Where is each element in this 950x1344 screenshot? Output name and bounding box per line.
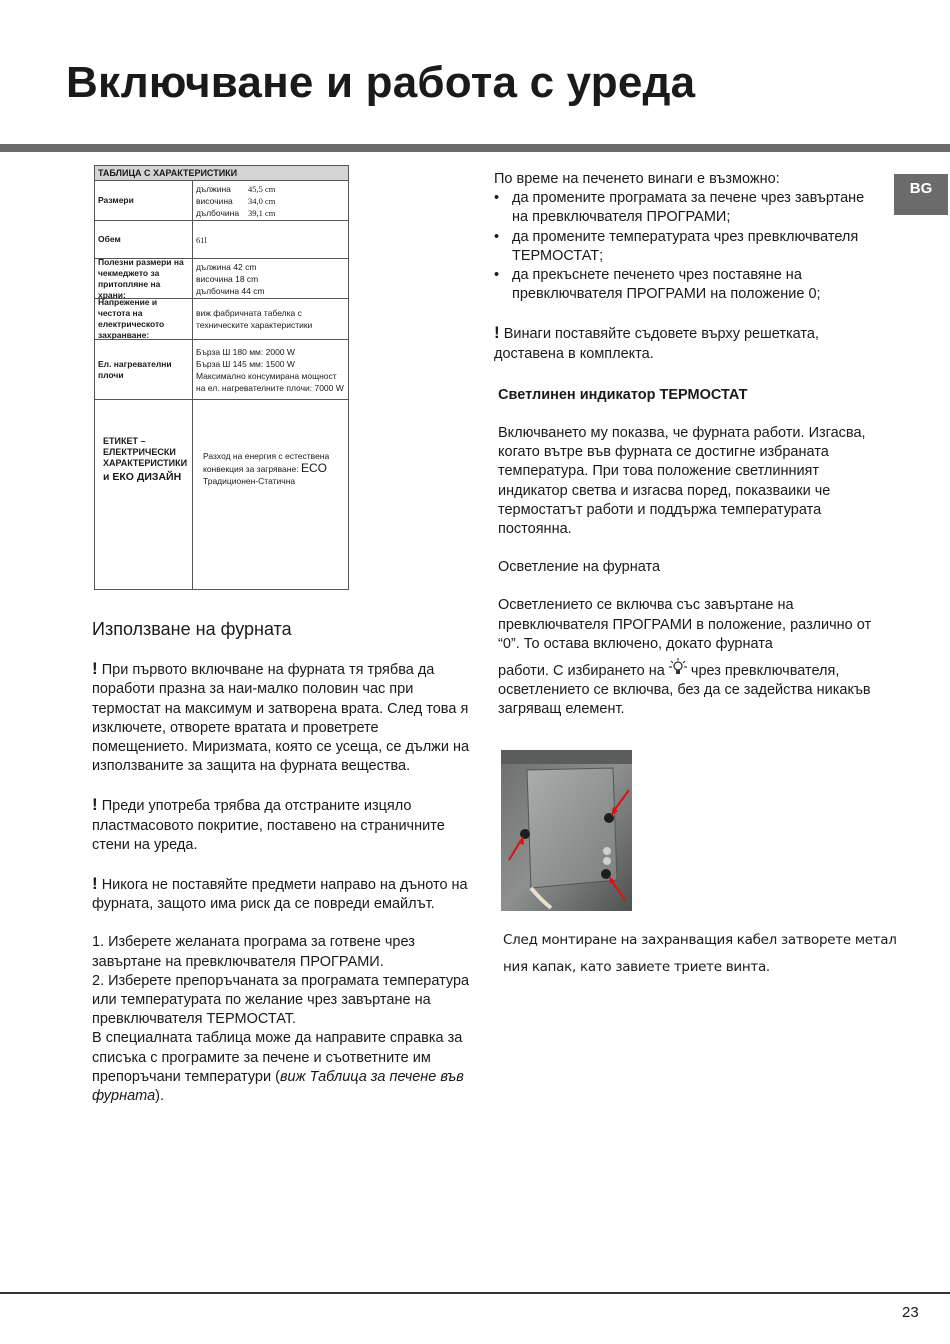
dim-name: дължина [196,183,231,194]
cover-plate-photo [501,750,632,911]
table-heading: ТАБЛИЦА С ХАРАКТЕРИСТИКИ [95,166,348,181]
intro-text: По време на печенето винаги е възможно: [494,171,780,187]
footer-rule [0,1292,950,1294]
row-value: Бърза Ш 180 мм: 2000 W [196,346,295,357]
dim-name: височина [196,195,233,206]
warning-icon: ! [92,659,98,679]
row-value: дължина 42 cm [196,261,257,272]
warning-icon: ! [494,323,500,343]
language-badge: BG [894,174,948,215]
row-value: височина 18 cm [196,273,259,284]
thermostat-heading: Светлинен индикатор ТЕРМОСТАТ [498,386,748,403]
row-value: виж фабричната табелка с [196,308,302,318]
row-value: Бърза Ш 145 мм: 1500 W [196,358,295,369]
thermostat-text: Включването му показва, че фурната работи. Изгасва, когато вътре във фурната се достигне избраната температура. При това положение светлинният индикатор светва и изгасва поред, показваики че термостатът работи и поддържа температурата постоянна. [498,425,866,538]
page-title: Включване и работа с уреда [66,58,696,107]
row-label: ЕТИКЕТ – ЕЛЕКТРИЧЕСКИ ХАРАКТЕРИСТИКИ и ЕКО ДИЗАЙН [95,400,193,590]
row-label: Обем [95,221,193,258]
section-heading: Използване на фурната [92,619,292,639]
light-heading: Осветление на фурната [498,559,661,576]
row-value: техническите характеристики [196,320,313,330]
table-row [95,299,348,340]
dimensions-list [196,183,345,219]
row-value: дълбочина 44 cm [196,285,265,296]
energy-info: Разход на енергия с естествена конвекция за загряване: ECO Традиционен-Статична [203,451,330,486]
characteristics-table [94,165,349,590]
light-text: Осветлението се включва със завъртане на превключвателя ПРОГРАМИ в положение, различно от “0”. То остава включено, докато фурната [498,597,872,652]
dim-value: 45,5 cm [248,183,276,194]
row-label: Ел. нагревателни плочи [95,340,193,399]
table-row [95,400,348,590]
dim-value: 39,1 cm [248,207,276,218]
paragraph: ! Винаги поставяйте съдовете върху решетката, доставена в комплекта. [494,323,819,362]
row-value: на ел. нагревателните плочи: 7000 W [196,382,344,393]
photo-caption: След монтиране на захранващия кабел затворете метал ния капак, като завиете триете винта. [503,932,897,975]
row-label: Полезни размери на чекмеджето за притопляне на храни: [95,259,193,298]
table-row [95,221,348,259]
paragraph: ! Никога не поставяйте предмети направо на дъното на фурната, защото има риск да се повреди емайлът. [92,874,468,913]
warning-icon: ! [92,874,98,894]
warning-icon: ! [92,795,98,815]
row-value: 61l [196,234,207,245]
paragraph: ! Преди употреба трябва да отстраните изцяло пластмасовото покритие, поставено на страничните стени на уреда. [92,795,445,853]
row-label: Напрежение и честота на електрическото захранване: [95,299,193,339]
light-text: работи. С избирането на чрез превключвателя, осветлението се включва, без да се задейства никакъв загряващ елемент. [494,658,879,720]
table-reference: В специалната таблица може да направите справка за списъка с програмите за печене и съответните им препоръчани температури (виж Таблица за печене във фурната). [92,1030,464,1105]
table-row [95,181,348,221]
header-rule [0,144,950,152]
paragraph: ! При първото включване на фурната тя трябва да поработи празна за наи-малко половин час при термостат на максимум и затворена врата. След това я изключете, отворете вратата и проветрете помещението. Миризмата, която се усеща, се дължи на използваните за защита на фурната вещества. [92,659,470,775]
lamp-icon [669,658,687,678]
list-item: • да промените температурата чрез превключвателя ТЕРМОСТАТ; [494,228,879,266]
dim-name: дълбочина [196,207,240,218]
options-list [494,189,879,304]
page-number: 23 [902,1304,919,1321]
table-row [95,340,348,400]
list-item: • да промените програмата за печене чрез завъртане на превключвателя ПРОГРАМИ; [494,189,879,227]
step-2: 2. Изберете препоръчаната за програмата температура или температурата по желание чрез завъртане на превключвателя ТЕРМОСТАТ. [92,972,470,1028]
dim-value: 34,0 cm [248,195,276,206]
list-item: • да прекъснете печенето чрез поставяне на превключвателя ПРОГРАМИ на положение 0; [494,266,879,304]
row-label: Размери [95,181,193,220]
table-row [95,256,348,300]
left-column [92,620,472,1106]
right-column [494,170,879,720]
step-1: 1. Изберете желаната програма за готвене чрез завъртане на превключвателя ПРОГРАМИ. [92,934,415,970]
row-value: Максимално консумирана мощност [196,370,337,381]
